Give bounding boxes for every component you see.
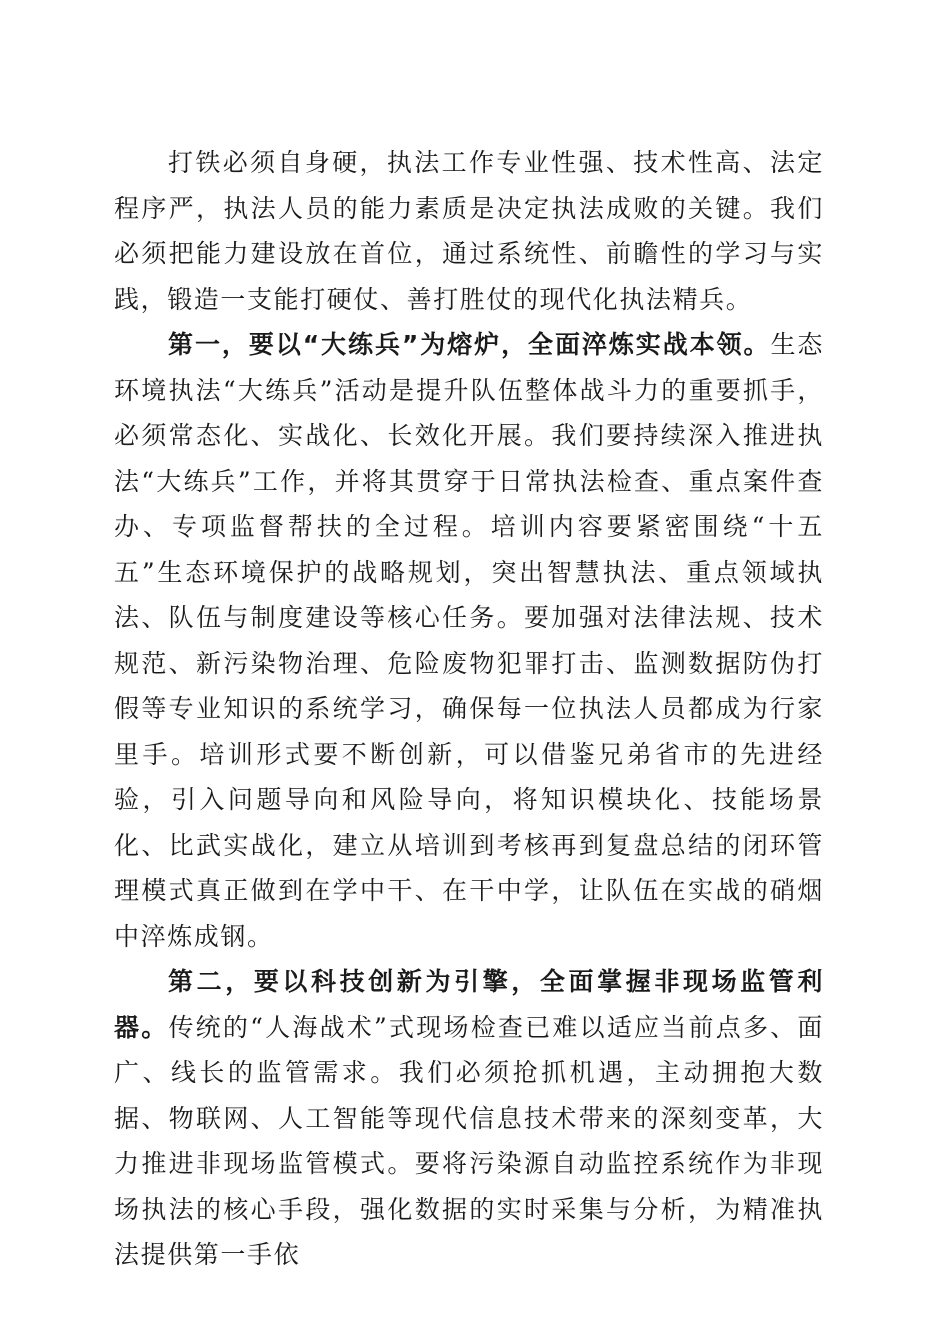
paragraph-first-point xyxy=(114,322,824,959)
paragraph-text: 生态环境执法“大练兵”活动是提升队伍整体战斗力的重要抓手，必须常态化、实战化、长效化开展。我们要持续深入推进执法“大练兵”工作，并将其贯穿于日常执法检查、重点案件查办、专项监督帮扶的全过程。培训内容要紧密围绕“十五五”生态环境保护的战略规划，突出智慧执法、重点领域执法、队伍与制度建设等核心任务。要加强对法律法规、技术规范、新污染物治理、危险废物犯罪打击、监测数据防伪打假等专业知识的系统学习，确保每一位执法人员都成为行家里手。培训形式要不断创新，可以借鉴兄弟省市的先进经验，引入问题导向和风险导向，将知识模块化、技能场景化、比武实战化，建立从培训到考核再到复盘总结的闭环管理模式真正做到在学中干、在干中学，让队伍在实战的硝烟中淬炼成钢。 xyxy=(114,330,824,951)
paragraph-intro xyxy=(114,140,824,322)
paragraph-second-point xyxy=(114,959,824,1278)
paragraph-lead: 第一，要以“大练兵”为熔炉，全面淬炼实战本领。 xyxy=(168,330,771,359)
paragraph-text: 打铁必须自身硬，执法工作专业性强、技术性高、法定程序严，执法人员的能力素质是决定执法成败的关键。我们必须把能力建设放在首位，通过系统性、前瞻性的学习与实践，锻造一支能打硬仗、善打胜仗的现代化执法精兵。 xyxy=(114,148,824,314)
document-body xyxy=(114,140,824,1278)
paragraph-lead: 第二，要以科技创新为引擎，全面掌握非现场监管利器。 xyxy=(114,967,824,1042)
paragraph-text: 传统的“人海战术”式现场检查已难以适应当前点多、面广、线长的监管需求。我们必须抢抓机遇，主动拥抱大数据、物联网、人工智能等现代信息技术带来的深刻变革，大力推进非现场监管模式。要将污染源自动监控系统作为非现场执法的核心手段，强化数据的实时采集与分析，为精准执法提供第一手依 xyxy=(114,1012,824,1269)
